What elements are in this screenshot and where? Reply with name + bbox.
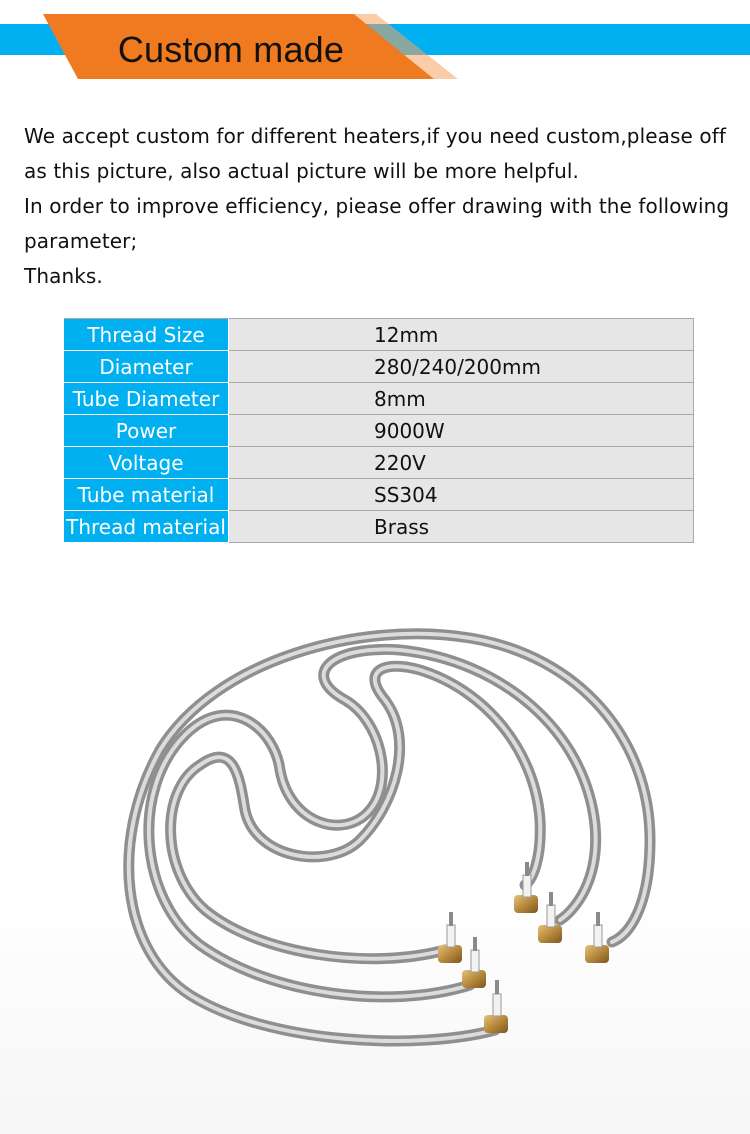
- terminal-pin-icon: [473, 937, 477, 951]
- brass-nut-icon: [514, 895, 538, 913]
- spec-value-voltage: 220V: [229, 447, 694, 479]
- brass-nut-icon: [462, 970, 486, 988]
- terminal-left-1: [438, 912, 462, 963]
- terminal-pin-icon: [449, 912, 453, 926]
- brass-nut-icon: [484, 1015, 508, 1033]
- banner-title: Custom made: [117, 29, 345, 70]
- ceramic-insulator-icon: [471, 950, 479, 972]
- spec-label-thread-size: Thread Size: [64, 319, 229, 351]
- table-row: [64, 511, 694, 543]
- brass-nut-icon: [585, 945, 609, 963]
- custom-order-instructions: [24, 119, 744, 294]
- spec-value-thread-material: Brass: [229, 511, 694, 543]
- terminal-left-2: [462, 937, 486, 988]
- spec-label-tube-diameter: Tube Diameter: [64, 383, 229, 415]
- spec-value-thread-size: 12mm: [229, 319, 694, 351]
- heater-coils-illustration: [0, 590, 750, 1134]
- table-row: [64, 415, 694, 447]
- terminal-left-3: [484, 980, 508, 1033]
- table-row: [64, 447, 694, 479]
- terminal-pin-icon: [495, 980, 499, 994]
- table-row: [64, 351, 694, 383]
- steel-tubes: [129, 634, 650, 1041]
- table-row: [64, 479, 694, 511]
- intro-line: parameter;: [24, 229, 138, 253]
- outer-coil-tube: [129, 634, 650, 1041]
- brass-nut-icon: [438, 945, 462, 963]
- heating-element-photo: [0, 590, 750, 1134]
- spec-value-tube-diameter: 8mm: [229, 383, 694, 415]
- ceramic-insulator-icon: [594, 925, 602, 947]
- spec-value-power: 9000W: [229, 415, 694, 447]
- ceramic-insulator-icon: [447, 925, 455, 947]
- table-row: [64, 319, 694, 351]
- table-row: [64, 383, 694, 415]
- spec-value-diameter: 280/240/200mm: [229, 351, 694, 383]
- ceramic-insulator-icon: [523, 875, 531, 897]
- spec-label-thread-material: Thread material: [64, 511, 229, 543]
- ceramic-insulator-icon: [547, 905, 555, 927]
- ceramic-insulator-icon: [493, 994, 501, 1016]
- spec-label-diameter: Diameter: [64, 351, 229, 383]
- intro-line: In order to improve efficiency, piease offer drawing with the following: [24, 194, 730, 218]
- terminal-pin-icon: [549, 892, 553, 906]
- spec-table: [64, 318, 694, 543]
- intro-line: We accept custom for different heaters,if you need custom,please off: [24, 124, 726, 148]
- terminal-pin-icon: [525, 862, 529, 876]
- intro-line: as this picture, also actual picture will be more helpful.: [24, 159, 579, 183]
- spec-value-tube-material: SS304: [229, 479, 694, 511]
- terminal-right-3: [585, 912, 609, 963]
- spec-label-tube-material: Tube material: [64, 479, 229, 511]
- brass-nut-icon: [538, 925, 562, 943]
- section-header-banner: [0, 0, 750, 96]
- intro-line: Thanks.: [24, 264, 103, 288]
- terminal-pin-icon: [596, 912, 600, 926]
- spec-label-voltage: Voltage: [64, 447, 229, 479]
- spec-label-power: Power: [64, 415, 229, 447]
